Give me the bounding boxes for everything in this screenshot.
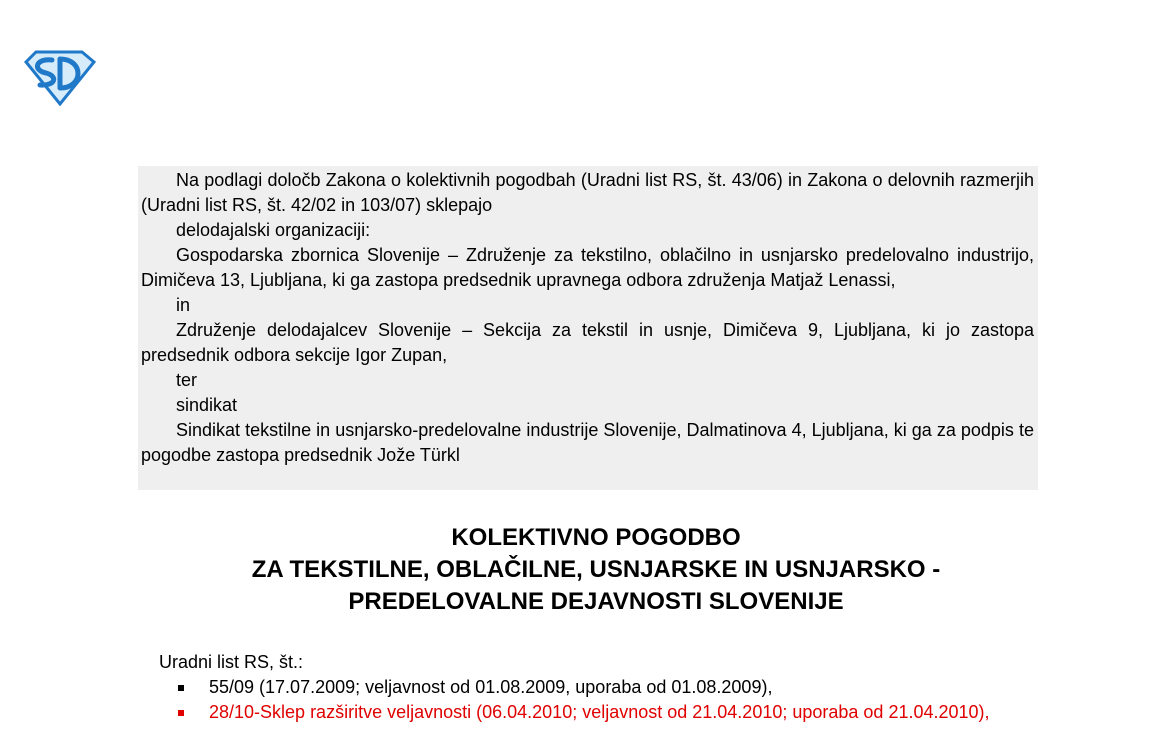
gazette-label: Uradni list RS, št.:: [159, 652, 304, 672]
title-line: ZA TEKSTILNE, OBLAČILNE, USNJARSKE IN USNJARSKO -: [251, 556, 941, 583]
document-title: [138, 522, 1054, 618]
preamble-box: [138, 166, 1038, 490]
preamble-paragraph: Združenje delodajalcev Slovenije – Sekcija za tekstil in usnje, Dimičeva 9, Ljubljana, ki jo zastopa predsednik odbora sekcije Igor Zupan,: [141, 320, 1034, 365]
bullet-icon: [178, 685, 184, 691]
gazette-references: [138, 650, 1034, 725]
gazette-entry: [138, 675, 1034, 700]
logo: [22, 48, 96, 106]
gazette-entry-text: 28/10-Sklep razširitve veljavnosti (06.04.2010; veljavnost od 21.04.2010; uporaba od 21.04.2010),: [209, 702, 990, 722]
gazette-entry-text: 55/09 (17.07.2009; veljavnost od 01.08.2009, uporaba od 01.08.2009),: [209, 677, 773, 697]
sd-logo-icon: [22, 48, 96, 106]
bullet-icon: [178, 710, 184, 716]
preamble-paragraph: in: [176, 295, 191, 315]
preamble-paragraph: sindikat: [176, 395, 238, 415]
preamble-paragraph: ter: [176, 370, 198, 390]
title-line: KOLEKTIVNO POGODBO: [451, 524, 741, 551]
gazette-entry: [138, 700, 1034, 725]
preamble-paragraph: Gospodarska zbornica Slovenije – Združenje za tekstilno, oblačilno in usnjarsko predelovalno industrijo, Dimičeva 13, Ljubljana, ki ga zastopa predsednik upravnega odbora združenja Matjaž Lenassi,: [141, 245, 1034, 290]
preamble-paragraph: Sindikat tekstilne in usnjarsko-predelovalne industrije Slovenije, Dalmatinova 4, Ljubljana, ki ga za podpis te pogodbe zastopa predsednik Jože Türkl: [141, 420, 1034, 465]
preamble-paragraph: delodajalski organizaciji:: [176, 220, 371, 240]
preamble-paragraph: Na podlagi določb Zakona o kolektivnih pogodbah (Uradni list RS, št. 43/06) in Zakona o delovnih razmerjih (Uradni list RS, št. 42/02 in 103/07) sklepajo: [141, 170, 1034, 215]
title-line: PREDELOVALNE DEJAVNOSTI SLOVENIJE: [348, 588, 844, 615]
